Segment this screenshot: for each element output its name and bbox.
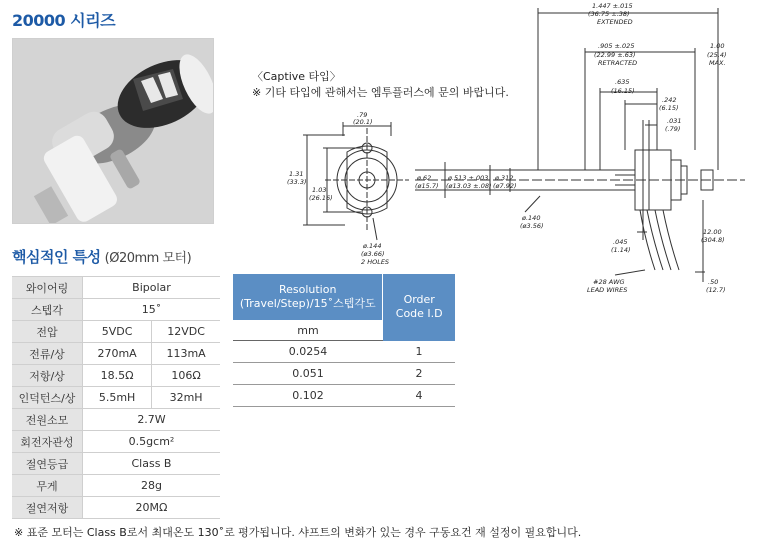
dim-144-1: ø.144 bbox=[363, 242, 382, 250]
spec-label: 와이어링 bbox=[12, 277, 83, 299]
spec-value: 20MΩ bbox=[83, 497, 221, 519]
table-row bbox=[12, 321, 220, 343]
resolution-cell: 0.102 bbox=[233, 385, 383, 407]
dim-045-1: .045 bbox=[613, 238, 628, 246]
spec-value: Class B bbox=[83, 453, 221, 475]
table-row bbox=[233, 363, 455, 385]
order-code-header-line1: Order bbox=[403, 293, 435, 307]
spec-label: 절연저항 bbox=[12, 497, 83, 519]
table-row bbox=[12, 453, 220, 475]
dim-extended-3: EXTENDED bbox=[597, 18, 633, 26]
dim-50-2: (12.7) bbox=[706, 286, 726, 294]
spec-value: 2.7W bbox=[83, 409, 221, 431]
spec-value: 0.5gcm² bbox=[83, 431, 221, 453]
table-row bbox=[12, 475, 220, 497]
unit-cell: mm bbox=[233, 320, 383, 341]
table-row bbox=[12, 343, 220, 365]
dim-max-3: MAX. bbox=[709, 59, 726, 67]
spec-value: Bipolar bbox=[83, 277, 221, 299]
dim-131-2: (33.3) bbox=[287, 178, 307, 186]
spec-table bbox=[12, 276, 220, 519]
order-code-cell: 4 bbox=[383, 385, 455, 407]
resolution-header-line1: Resolution bbox=[278, 283, 337, 296]
spec-value-5v: 5VDC bbox=[83, 321, 152, 343]
spec-value-5v: 18.5Ω bbox=[83, 365, 152, 387]
dim-103-1: 1.03 bbox=[312, 186, 327, 194]
table-row bbox=[12, 299, 220, 321]
dim-635-1: .635 bbox=[615, 78, 630, 86]
dim-140-1: ø.140 bbox=[522, 214, 541, 222]
dim-312-1: ø.312 bbox=[495, 174, 514, 182]
dim-513-1: ø.513 ±.003 bbox=[448, 174, 489, 182]
dim-103-2: (26.16) bbox=[309, 194, 333, 202]
table-row bbox=[12, 409, 220, 431]
resolution-header-row bbox=[233, 274, 455, 320]
resolution-cell: 0.051 bbox=[233, 363, 383, 385]
table-row bbox=[12, 431, 220, 453]
footnote: ※ 표준 모터는 Class B로서 최대온도 130˚로 평가됩니다. 샤프트의 변화가 있는 경우 구동요건 재 설정이 필요합니다. bbox=[14, 526, 582, 539]
spec-label: 저항/상 bbox=[12, 365, 83, 387]
dim-312-2: (ø7.92) bbox=[493, 182, 517, 190]
dim-extended-2: (36.75 ±.38) bbox=[588, 10, 630, 18]
dim-144-3: 2 HOLES bbox=[361, 258, 390, 266]
resolution-table bbox=[233, 274, 455, 407]
dim-242-2: (6.15) bbox=[659, 104, 679, 112]
dim-max-2: (25.4) bbox=[707, 51, 727, 59]
spec-label: 인덕턴스/상 bbox=[12, 387, 83, 409]
dim-retracted-2: (22.99 ±.63) bbox=[594, 51, 636, 59]
captive-type-note: ※ 기타 타입에 관해서는 엠투플러스에 문의 바랍니다. bbox=[252, 86, 509, 99]
order-code-cell: 2 bbox=[383, 363, 455, 385]
dim-79-1: .79 bbox=[357, 111, 368, 119]
dim-awg-2: LEAD WIRES bbox=[587, 286, 628, 294]
dim-513-2: (ø13.03 ±.08) bbox=[446, 182, 492, 190]
dim-1200-1: 12.00 bbox=[703, 228, 722, 236]
dim-extended-1: 1.447 ±.015 bbox=[592, 2, 633, 10]
dim-1200-2: (304.8) bbox=[701, 236, 725, 244]
dim-79-2: (20.1) bbox=[353, 118, 373, 126]
motor-illustration bbox=[13, 39, 213, 223]
dim-62-1: ø.62 bbox=[417, 174, 432, 182]
captive-type-label: 〈Captive 타입〉 bbox=[252, 70, 341, 83]
spec-label: 스텝각 bbox=[12, 299, 83, 321]
spec-label: 회전자관성 bbox=[12, 431, 83, 453]
table-row bbox=[12, 277, 220, 299]
resolution-header bbox=[233, 274, 383, 320]
features-title: 핵심적인 특성 bbox=[12, 248, 101, 266]
dim-635-2: (16.15) bbox=[611, 87, 635, 95]
dim-awg-1: #28 AWG bbox=[593, 278, 625, 286]
features-heading bbox=[12, 246, 191, 267]
table-row bbox=[12, 387, 220, 409]
spec-label: 무게 bbox=[12, 475, 83, 497]
dim-242-1: .242 bbox=[662, 96, 677, 104]
order-code-cell: 1 bbox=[383, 341, 455, 363]
spec-value: 28g bbox=[83, 475, 221, 497]
spec-value-5v: 270mA bbox=[83, 343, 152, 365]
dim-retracted-3: RETRACTED bbox=[598, 59, 638, 67]
dim-max-1: 1.00 bbox=[710, 42, 725, 50]
table-row bbox=[12, 365, 220, 387]
features-subtitle: (Ø20mm 모터) bbox=[104, 251, 192, 266]
spec-value-12v: 12VDC bbox=[152, 321, 220, 343]
spec-label: 전류/상 bbox=[12, 343, 83, 365]
dim-retracted-1: .905 ±.025 bbox=[598, 42, 635, 50]
dim-140-2: (ø3.56) bbox=[520, 222, 544, 230]
spec-value-12v: 32mH bbox=[152, 387, 220, 409]
table-row bbox=[233, 385, 455, 407]
spec-value: 15˚ bbox=[83, 299, 221, 321]
spec-value-5v: 5.5mH bbox=[83, 387, 152, 409]
motor-photo bbox=[12, 38, 214, 224]
order-code-header-line2: Code I.D bbox=[395, 307, 443, 321]
table-row bbox=[12, 497, 220, 519]
order-code-header bbox=[383, 274, 455, 341]
dim-031-1: .031 bbox=[667, 117, 682, 125]
dim-045-2: (1.14) bbox=[611, 246, 631, 254]
technical-drawing bbox=[285, 0, 782, 300]
resolution-header-line2: (Travel/Step)/15˚스텝각도 bbox=[239, 297, 376, 310]
spec-label: 절연등급 bbox=[12, 453, 83, 475]
series-title: 20000 시리즈 bbox=[12, 11, 116, 30]
spec-value-12v: 106Ω bbox=[152, 365, 220, 387]
dim-50-1: .50 bbox=[708, 278, 719, 286]
dim-031-2: (.79) bbox=[665, 125, 681, 133]
spec-label: 전원소모 bbox=[12, 409, 83, 431]
dim-144-2: (ø3.66) bbox=[361, 250, 385, 258]
dim-62-2: (ø15.7) bbox=[415, 182, 439, 190]
table-row bbox=[233, 341, 455, 363]
spec-label: 전압 bbox=[12, 321, 83, 343]
spec-value-12v: 113mA bbox=[152, 343, 220, 365]
dim-131-1: 1.31 bbox=[289, 170, 304, 178]
resolution-cell: 0.0254 bbox=[233, 341, 383, 363]
